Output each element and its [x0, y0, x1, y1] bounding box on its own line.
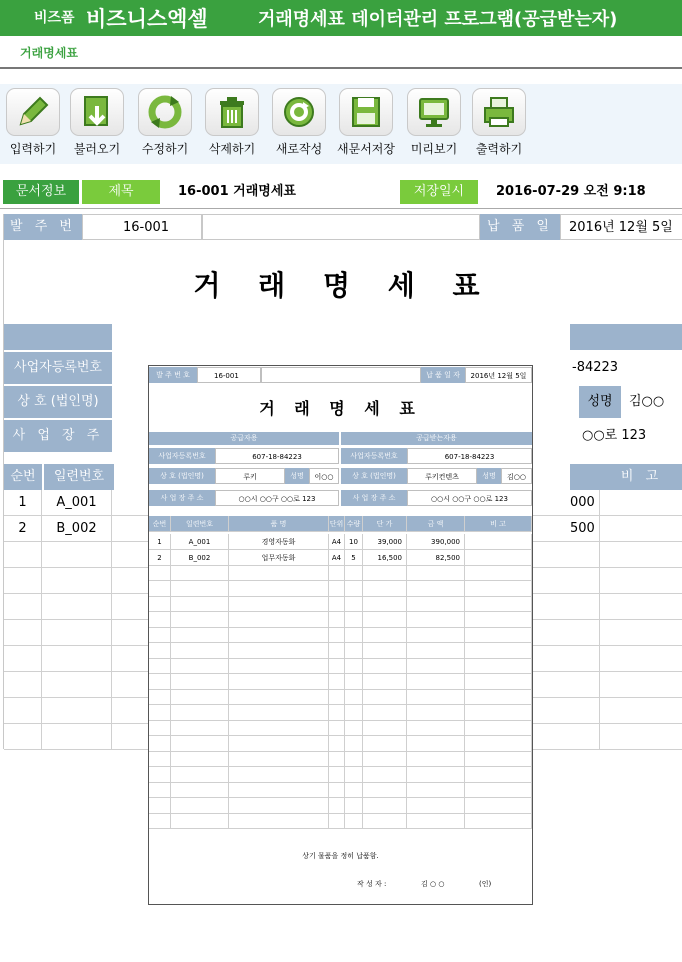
pv-cell — [407, 674, 465, 690]
pv-writer-label: 작 성 자 : — [357, 880, 387, 888]
pv-cell — [229, 565, 329, 581]
pv-table-row — [149, 689, 532, 705]
pv-r-bizno: 607-18-84223 — [407, 448, 532, 464]
pv-r-address: ○○시 ○○구 ○○로 123 — [407, 490, 532, 506]
invoice-title: 거 래 명 세 표 — [193, 269, 494, 302]
pv-cell — [465, 720, 532, 736]
pv-col-header: 비 고 — [465, 516, 532, 532]
pv-cell — [171, 581, 229, 597]
name-value: 김○○ — [629, 394, 665, 409]
row-amount — [570, 542, 600, 567]
pv-cell — [407, 767, 465, 783]
row-amount — [570, 672, 600, 697]
pv-s-name-label: 성명 — [285, 468, 309, 484]
pv-cell — [407, 751, 465, 767]
pv-table-row — [149, 612, 532, 628]
pv-col-header: 단 가 — [363, 516, 407, 532]
pv-table-row — [149, 736, 532, 752]
pv-cell — [229, 612, 329, 628]
toolbar — [0, 84, 682, 164]
pv-cell — [149, 596, 171, 612]
pv-spacer — [261, 367, 421, 383]
pv-cell — [407, 643, 465, 659]
pv-cell — [407, 736, 465, 752]
row-serial: A_001 — [42, 490, 112, 515]
row-serial — [42, 672, 112, 697]
row-serial — [42, 542, 112, 567]
pencil-icon — [6, 88, 60, 136]
pv-cell — [229, 627, 329, 643]
printer-icon — [472, 88, 526, 136]
title-value: 16-001 거래명세표 — [178, 184, 296, 199]
pv-table-row — [149, 550, 532, 566]
row-seq: 1 — [4, 490, 42, 515]
pv-delivery-label: 납 품 일 자 — [421, 367, 465, 383]
pv-cell — [149, 674, 171, 690]
order-no-label: 발 주 번 호 — [4, 214, 82, 240]
new-button[interactable]: 새로작성 — [268, 88, 330, 157]
delivery-date-field[interactable]: 2016년 12월 5일 — [560, 214, 682, 240]
pv-cell — [345, 705, 363, 721]
row-seq — [4, 594, 42, 619]
order-spacer — [202, 214, 480, 240]
pv-table-row — [149, 720, 532, 736]
row-seq: 2 — [4, 516, 42, 541]
pv-cell — [171, 767, 229, 783]
pv-cell — [329, 689, 345, 705]
pv-cell — [465, 565, 532, 581]
pv-cell — [465, 596, 532, 612]
pv-cell — [171, 813, 229, 829]
pv-cell — [329, 736, 345, 752]
row-seq — [4, 646, 42, 671]
pv-cell — [149, 767, 171, 783]
pv-cell — [407, 581, 465, 597]
pv-cell — [329, 813, 345, 829]
pv-table-row — [149, 674, 532, 690]
pv-table-row — [149, 658, 532, 674]
saved-label: 저장일시 — [400, 180, 478, 204]
pv-cell — [363, 612, 407, 628]
pv-cell — [363, 782, 407, 798]
pv-cell — [171, 658, 229, 674]
pv-cell — [345, 736, 363, 752]
pv-cell — [363, 643, 407, 659]
pv-cell — [171, 643, 229, 659]
pv-s-company: 루키 — [215, 468, 285, 484]
pv-cell — [407, 658, 465, 674]
saved-value: 2016-07-29 오전 9:18 — [496, 184, 646, 199]
sheet-name: 거래명세표 — [20, 46, 78, 60]
pv-r-address-label: 사 업 장 주 소 — [341, 490, 407, 506]
trash-icon — [205, 88, 259, 136]
pv-table-row — [149, 581, 532, 597]
right-header-strip — [570, 324, 682, 350]
pv-cell: 10 — [345, 534, 363, 550]
pv-s-name: 이○○ — [309, 468, 339, 484]
pv-cell — [465, 581, 532, 597]
pv-table-row — [149, 813, 532, 829]
pv-cell — [149, 705, 171, 721]
pv-cell — [329, 581, 345, 597]
refresh-icon — [138, 88, 192, 136]
pv-cell — [329, 767, 345, 783]
app-header — [0, 0, 682, 36]
pv-cell — [363, 581, 407, 597]
pv-cell — [407, 612, 465, 628]
pv-supplier-header: 공급자용 — [149, 432, 339, 445]
pv-cell — [229, 689, 329, 705]
pv-cell — [465, 612, 532, 628]
pv-col-header: 일련번호 — [171, 516, 229, 532]
pv-cell: A_001 — [171, 534, 229, 550]
pv-cell — [345, 689, 363, 705]
monitor-icon — [407, 88, 461, 136]
pv-cell — [363, 596, 407, 612]
pv-cell — [171, 596, 229, 612]
pv-table-row — [149, 534, 532, 550]
pv-cell — [229, 596, 329, 612]
pv-s-bizno-label: 사업자등록번호 — [149, 448, 215, 464]
pv-cell — [329, 674, 345, 690]
pv-cell — [171, 689, 229, 705]
pv-cell — [465, 736, 532, 752]
col-serial: 일련번호 — [44, 464, 114, 490]
pv-cell — [465, 643, 532, 659]
pv-s-address: ○○시 ○○구 ○○로 123 — [215, 490, 339, 506]
row-serial — [42, 724, 112, 749]
pv-cell — [171, 612, 229, 628]
pv-table-row — [149, 798, 532, 814]
pv-table-row — [149, 565, 532, 581]
pv-cell — [345, 627, 363, 643]
brand-logo: 비즈니스엑셀 — [86, 7, 208, 31]
pv-s-address-label: 사 업 장 주 소 — [149, 490, 215, 506]
pv-delivery-date: 2016년 12월 5일 — [465, 367, 532, 383]
pv-cell — [465, 627, 532, 643]
pv-r-company: 루키컨텐츠 — [407, 468, 477, 484]
pv-cell — [149, 565, 171, 581]
pv-r-name: 김○○ — [501, 468, 532, 484]
delivery-date-label: 납 품 일 자 — [480, 214, 560, 240]
pv-cell — [329, 643, 345, 659]
divider — [0, 208, 682, 209]
pv-cell — [329, 565, 345, 581]
edit-button[interactable]: 수정하기 — [134, 88, 196, 157]
pv-cell — [149, 627, 171, 643]
pv-cell — [363, 658, 407, 674]
pv-cell — [229, 798, 329, 814]
title-label: 제목 — [82, 180, 160, 204]
pv-cell — [363, 565, 407, 581]
company-label: 상 호 (법인명) — [4, 386, 112, 418]
pv-cell — [171, 798, 229, 814]
name-label: 성명 — [579, 386, 621, 418]
doc-info-label: 문서정보 — [3, 180, 79, 204]
row-amount — [570, 568, 600, 593]
pv-r-name-label: 성명 — [477, 468, 501, 484]
pv-cell — [149, 813, 171, 829]
pv-col-header: 품 명 — [229, 516, 329, 532]
pv-cell — [465, 798, 532, 814]
pv-cell — [465, 689, 532, 705]
pv-cell — [363, 705, 407, 721]
row-serial — [42, 620, 112, 645]
pv-cell — [229, 813, 329, 829]
pv-cell — [407, 782, 465, 798]
pv-cell — [149, 782, 171, 798]
pv-cell — [465, 751, 532, 767]
pv-cell — [363, 751, 407, 767]
load-button[interactable]: 불러오기 — [66, 88, 128, 157]
row-amount — [570, 594, 600, 619]
pv-cell: 39,000 — [363, 534, 407, 550]
pv-seal: (인) — [479, 880, 492, 888]
pv-r-bizno-label: 사업자등록번호 — [341, 448, 407, 464]
pv-cell — [149, 720, 171, 736]
pv-cell — [329, 782, 345, 798]
pv-cell: B_002 — [171, 550, 229, 566]
pv-cell — [171, 705, 229, 721]
pv-cell — [171, 565, 229, 581]
pv-cell — [407, 813, 465, 829]
pv-cell — [363, 736, 407, 752]
row-seq — [4, 542, 42, 567]
print-preview — [148, 365, 533, 905]
pv-col-header: 수량 — [345, 516, 363, 532]
row-serial — [42, 698, 112, 723]
pv-table-row — [149, 767, 532, 783]
pv-cell — [171, 782, 229, 798]
preview-button[interactable]: 미리보기 — [403, 88, 465, 157]
row-amount — [570, 724, 600, 749]
pv-table-row — [149, 751, 532, 767]
delete-button[interactable]: 삭제하기 — [201, 88, 263, 157]
pv-cell — [229, 643, 329, 659]
pv-cell — [329, 612, 345, 628]
pv-cell — [229, 674, 329, 690]
app-title: 거래명세표 데이터관리 프로그램(공급받는자) — [258, 9, 618, 30]
pv-cell — [171, 736, 229, 752]
pv-cell — [363, 798, 407, 814]
pv-cell: A4 — [329, 550, 345, 566]
pv-cell — [345, 612, 363, 628]
pv-cell — [345, 581, 363, 597]
pv-cell — [149, 736, 171, 752]
pv-cell — [407, 705, 465, 721]
pv-cell — [229, 720, 329, 736]
pv-cell — [229, 581, 329, 597]
pv-cell — [465, 550, 532, 566]
pv-table-row — [149, 643, 532, 659]
pv-cell — [329, 627, 345, 643]
row-serial — [42, 568, 112, 593]
pv-cell — [171, 720, 229, 736]
row-seq — [4, 620, 42, 645]
pv-cell — [149, 643, 171, 659]
pv-cell — [363, 674, 407, 690]
pv-col-header: 단위 — [329, 516, 345, 532]
pv-cell — [345, 674, 363, 690]
row-seq — [4, 672, 42, 697]
pv-cell — [229, 705, 329, 721]
pv-cell — [345, 798, 363, 814]
pv-cell: 16,500 — [363, 550, 407, 566]
row-amount: 500 — [570, 516, 600, 541]
pv-order-no-label: 발 주 번 호 — [149, 367, 197, 383]
row-serial — [42, 594, 112, 619]
pv-cell — [329, 720, 345, 736]
col-seq: 순번 — [4, 464, 42, 490]
row-amount — [570, 646, 600, 671]
pv-col-header: 금 액 — [407, 516, 465, 532]
pv-cell: 업무자동화 — [229, 550, 329, 566]
row-serial: B_002 — [42, 516, 112, 541]
pv-cell — [465, 534, 532, 550]
sub-header — [0, 36, 682, 69]
order-no-field[interactable]: 16-001 — [82, 214, 202, 240]
pv-title: 거 래 명 세 표 — [259, 399, 422, 418]
pv-cell — [329, 658, 345, 674]
pv-cell: 1 — [149, 534, 171, 550]
pv-footer: 상기 물품을 정히 납품함. — [302, 852, 379, 860]
address-label: 사 업 장 주 — [4, 420, 112, 452]
pv-cell — [149, 798, 171, 814]
save-new-button[interactable]: 새문서저장 — [335, 88, 397, 157]
pv-table-row — [149, 627, 532, 643]
pv-cell — [345, 643, 363, 659]
pv-cell — [465, 705, 532, 721]
pv-cell — [363, 813, 407, 829]
pv-col-header: 순번 — [149, 516, 171, 532]
pv-cell — [345, 658, 363, 674]
pv-cell — [363, 767, 407, 783]
row-seq — [4, 568, 42, 593]
pv-writer-name: 김 ○ ○ — [421, 880, 445, 888]
save-icon — [339, 88, 393, 136]
bizno-value: -84223 — [572, 360, 619, 375]
input-button[interactable]: 입력하기 — [2, 88, 64, 157]
pv-cell — [229, 782, 329, 798]
pv-cell — [363, 720, 407, 736]
pv-receiver-header: 공급받는자용 — [341, 432, 532, 445]
pv-cell — [171, 627, 229, 643]
pv-cell — [149, 612, 171, 628]
pv-table-row — [149, 596, 532, 612]
pv-cell — [345, 813, 363, 829]
pv-cell — [229, 736, 329, 752]
pv-cell — [465, 658, 532, 674]
pv-cell — [329, 798, 345, 814]
pv-table-row — [149, 782, 532, 798]
pv-cell — [465, 813, 532, 829]
pv-cell — [149, 751, 171, 767]
pv-cell — [407, 627, 465, 643]
pv-cell — [345, 720, 363, 736]
pv-s-company-label: 상 호 (법인명) — [149, 468, 215, 484]
pv-table-row — [149, 705, 532, 721]
left-header-strip — [4, 324, 112, 350]
pv-cell — [407, 798, 465, 814]
pv-cell — [345, 751, 363, 767]
pv-cell: 경영자동화 — [229, 534, 329, 550]
pv-cell — [171, 674, 229, 690]
pv-cell — [345, 565, 363, 581]
pv-cell — [229, 751, 329, 767]
new-icon — [272, 88, 326, 136]
row-amount — [570, 620, 600, 645]
pv-r-company-label: 상 호 (법인명) — [341, 468, 407, 484]
pv-cell — [229, 767, 329, 783]
pv-cell: 390,000 — [407, 534, 465, 550]
pv-cell — [345, 767, 363, 783]
col-amount — [570, 464, 600, 490]
pv-cell — [465, 674, 532, 690]
row-serial — [42, 646, 112, 671]
pv-cell — [465, 782, 532, 798]
print-button[interactable]: 출력하기 — [468, 88, 530, 157]
pv-cell — [407, 596, 465, 612]
pv-cell — [171, 751, 229, 767]
pv-cell — [407, 720, 465, 736]
row-seq — [4, 698, 42, 723]
row-amount — [570, 698, 600, 723]
pv-cell: 2 — [149, 550, 171, 566]
pv-cell — [149, 581, 171, 597]
pv-cell: A4 — [329, 534, 345, 550]
col-note: 비 고 — [600, 464, 682, 490]
pv-cell — [465, 767, 532, 783]
load-icon — [70, 88, 124, 136]
address-value: ○○로 123 — [582, 428, 647, 443]
pv-cell — [363, 689, 407, 705]
pv-cell — [329, 705, 345, 721]
pv-cell — [229, 658, 329, 674]
pv-s-bizno: 607-18-84223 — [215, 448, 339, 464]
pv-cell — [363, 627, 407, 643]
pv-cell — [149, 689, 171, 705]
row-amount: 000 — [570, 490, 600, 515]
pv-cell — [329, 596, 345, 612]
brand-small: 비즈폼 — [34, 10, 75, 26]
bizno-label: 사업자등록번호 — [4, 352, 112, 384]
pv-cell — [407, 565, 465, 581]
pv-cell — [329, 751, 345, 767]
pv-cell: 5 — [345, 550, 363, 566]
row-seq — [4, 724, 42, 749]
pv-cell — [149, 658, 171, 674]
pv-cell — [345, 596, 363, 612]
pv-cell: 82,500 — [407, 550, 465, 566]
pv-cell — [407, 689, 465, 705]
pv-table-header — [149, 516, 532, 532]
pv-cell — [345, 782, 363, 798]
pv-order-no: 16-001 — [197, 367, 261, 383]
